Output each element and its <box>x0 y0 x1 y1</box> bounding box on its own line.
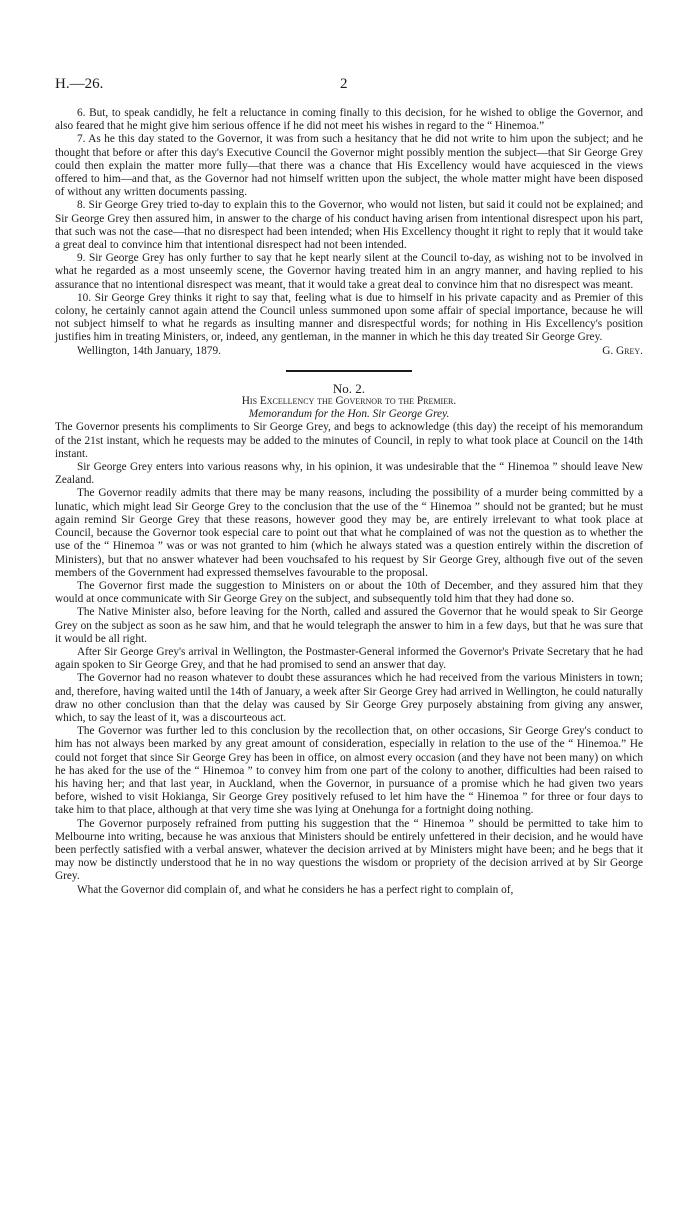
paper-reference: H.—26. <box>55 76 104 92</box>
memo2-paragraph: What the Governor did complain of, and what he considers he has a perfect right to complain of, <box>77 883 514 896</box>
memo2-paragraph: The Governor had no reason whatever to doubt these assurances which he had received from the various Ministers in town; and, therefore, having waited until the 14th of January, a week after Sir George Grey had arrived in Wellington, he could naturally draw no other conclusion than that the delay was caused by Sir George Grey purposely abstaining from giving any answer, which, to say the least of it, was a discourteous act. <box>55 672 644 724</box>
memo2-paragraph: The Governor presents his compliments to Sir George Grey, and begs to acknowledge (this day) the receipt of his memorandum of the 21st instant, which he requests may be added to the minutes of Council, in reply to what took place at Council on the 14th instant. <box>55 421 643 460</box>
memo1-paragraph-7: 7. As he this day stated to the Governor, it was from such a hesitancy that he did not write to him upon the subject; and he thought that before or after this day's Executive Council the Governor might possibly mention the subject—that Sir George Grey could then explain the matter more fully—that there was a chance that His Excellency would have acquiesced in the views offered to him—and that, as the Governor had not himself written upon the subject, the whole matter might have been disposed of without any written documents passing. <box>55 133 643 199</box>
memorandum-title: Memorandum for the Hon. Sir George Grey. <box>248 408 450 421</box>
memo1-paragraph-8: 8. Sir George Grey tried to-day to explain this to the Governor, who would not listen, but said it could not be explained; and Sir George Grey then assured him, in answer to the charge of his conduct having arisen from intentional disrespect upon his part, that such was not the case—that no disrespect had been intended; when His Excellency thought it right to reply that it would take a great deal to convince him that intentional disrespect had not been intended. <box>55 199 643 252</box>
memo2-paragraph: The Governor readily admits that there may be many reasons, including the possibility of a murder being committed by a lunatic, which might lead Sir George Grey to the conclusion that the use of the “ Hinemoa ” should not be granted; but he must again remind Sir George Grey that these reasons, however good they may be, are entirely irrelevant to what took place at Council, because the Governor took especial care to point out that what he complained of was not the question as to whether the use of the “ Hinemoa ” was or was not granted to him (which he always stated was a question entirely within the discretion of Ministers), but that no answer whatever had been vouchsafed to his request by Sir George Grey, although five out of the seven members of the Government had expressed themselves favourable to the proposal. <box>55 487 643 579</box>
document-heading: His Excellency the Governor to the Premier. <box>241 395 457 408</box>
memo1-paragraph-6: 6. But, to speak candidly, he felt a reluctance in coming finally to this decision, for he wished to oblige the Governor, and also feared that he might give him serious offence if he did not meet his wishes in regard to the “ Hinemoa.” <box>55 107 643 133</box>
memo1-paragraph-9: 9. Sir George Grey has only further to say that he kept nearly silent at the Council to-day, as wishing not to be involved in what he regarded as a most unseemly scene, the Governor having treated him in an angry manner, and having replied to his assurance that no intentional disrespect was meant, that it would take a great deal to convince him that no disrespect was meant. <box>55 252 643 291</box>
place-date: Wellington, 14th January, 1879. <box>77 344 221 357</box>
section-divider <box>286 370 412 372</box>
memo1-paragraph-10: 10. Sir George Grey thinks it right to say that, feeling what is due to himself in his private capacity and as Premier of this colony, he certainly cannot again attend the Council unless summoned upon some affair of special importance, because he will not subject himself to what he regards as insulting manner and disrespectful words; for nothing in His Excellency's position justifies him in treating Ministers, or, indeed, any gentleman, in the manner in which he this day treated Sir George Grey. <box>55 291 643 344</box>
memo2-paragraph: After Sir George Grey's arrival in Wellington, the Postmaster-General informed the Governor's Private Secretary that he had again spoken to Sir George Grey, and that he had promised to send an answer that day. <box>55 645 643 672</box>
memo2-paragraph: The Governor first made the suggestion to Ministers on or about the 10th of December, and they assured him that they would at once communicate with Sir George Grey on the subject, and subsequently told him that they had done so. <box>55 579 643 606</box>
signature: G. Grey. <box>602 344 643 357</box>
memo2-paragraph: Sir George Grey enters into various reasons why, in his opinion, it was undesirable that the “ Hinemoa ” should leave New Zealand. <box>55 461 643 487</box>
document-number: No. 2. <box>332 380 366 396</box>
signoff-line <box>55 345 643 358</box>
memo2-paragraph: The Governor purposely refrained from putting his suggestion that the “ Hinemoa ” should be permitted to take him to Melbourne into writing, because he was anxious that Ministers should be entirely unfettered in their decision, and he would have been perfectly satisfied with a verbal answer, whatever the decision arrived at by Ministers might have been; and he begs that it may now be distinctly understood that he in no way questions the wisdom or propriety of the decision arrived at by Sir George Grey. <box>55 817 643 883</box>
memo2-paragraph: The Native Minister also, before leaving for the North, called and assured the Governor that he would speak to Sir George Grey on the subject as soon as he saw him, and that he would telegraph the answer to him in a few days, but that he was sure that it would be all right. <box>55 606 643 645</box>
page-header <box>55 76 355 96</box>
memo2-paragraph: The Governor was further led to this conclusion by the recollection that, on other occasions, Sir George Grey's conduct to him has not always been marked by any great amount of consideration, especially in relation to the use of the “ Hinemoa.” He could not forget that since Sir George Grey has been in office, on almost every occasion (and they have not been many) on which he has aked for the use of the “ Hinemoa ” to convey him from one part of the colony to another, difficulties had been raised to his having her; and that last year, in Auckland, when the Governor, in pursuance of a promise which he had given two years before, wished to visit Hokianga, Sir George Grey positively refused to let him have the “ Hinemoa ” for three or four days to take him to that place, although at that very time she was lying at Onehunga for a fortnight doing nothing. <box>55 725 643 817</box>
document-body <box>55 107 643 897</box>
page-number: 2 <box>340 76 348 92</box>
